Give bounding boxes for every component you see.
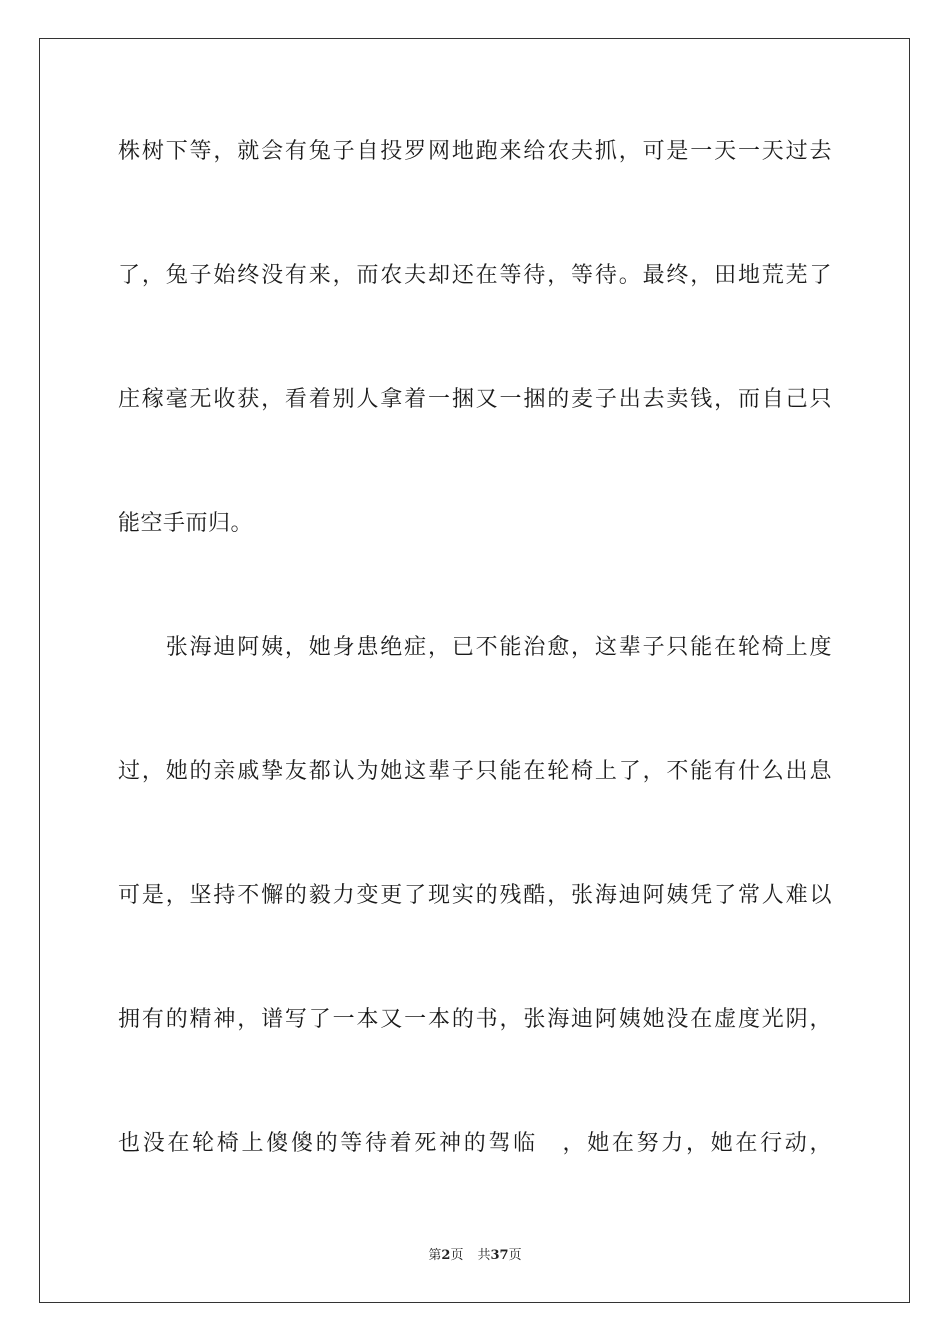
paragraph-line-1: 株树下等，就会有兔子自投罗网地跑来给农夫抓，可是一天一天过去 [118,139,832,164]
page-number: 2 [441,1248,451,1263]
paragraph-line-8: 拥有的精神，谱写了一本又一本的书，张海迪阿姨她没在虚度光阴， [118,1007,832,1032]
paragraph-line-9: 也没在轮椅上傻傻的等待着死神的驾临 ，她在努力，她在行动， [118,1131,832,1156]
page-suffix: 页 [450,1248,464,1263]
page-border [39,38,910,1303]
page-prefix: 第 [428,1248,442,1263]
paragraph-line-3: 庄稼毫无收获，看着别人拿着一捆又一捆的麦子出去卖钱，而自己只 [118,387,832,412]
total-prefix: 共 [477,1248,491,1263]
paragraph-line-7: 可是，坚持不懈的毅力变更了现实的残酷，张海迪阿姨凭了常人难以 [118,883,832,908]
paragraph-line-4: 能空手而归。 [118,511,254,536]
page-total: 37 [490,1248,509,1263]
paragraph-line-2: 了，兔子始终没有来，而农夫却还在等待，等待。最终，田地荒芜了 [118,263,832,288]
total-suffix: 页 [508,1248,522,1263]
paragraph-line-5: 张海迪阿姨，她身患绝症，已不能治愈，这辈子只能在轮椅上度 [118,635,832,660]
paragraph-line-6: 过，她的亲戚挚友都认为她这辈子只能在轮椅上了，不能有什么出息 [118,759,832,784]
page-footer [0,1247,950,1265]
